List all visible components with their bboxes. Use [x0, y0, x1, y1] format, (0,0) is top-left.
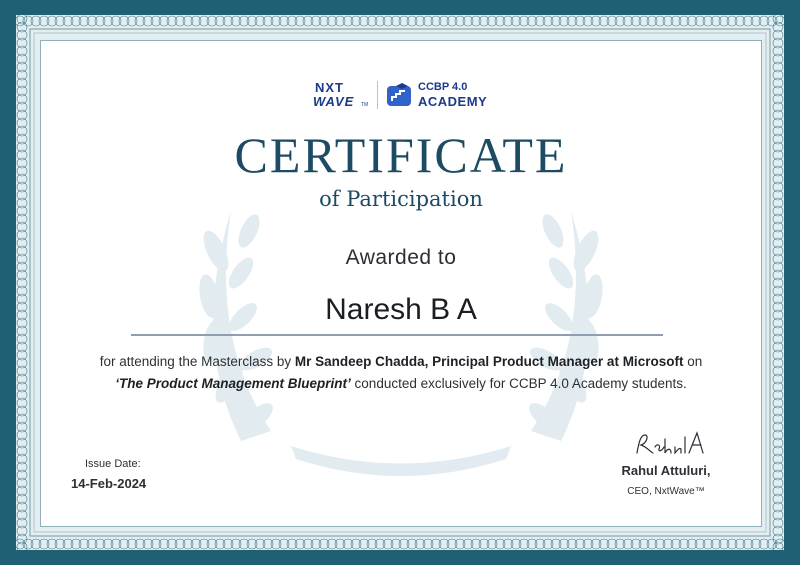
- recipient-name: Naresh B A: [325, 293, 477, 326]
- ccbp-academy-logo: [386, 80, 506, 110]
- description-suffix: conducted exclusively for CCBP 4.0 Academy students.: [350, 376, 687, 391]
- signatory-title: CEO, NxtWave™: [627, 486, 705, 497]
- issue-date-value: 14-Feb-2024: [71, 476, 147, 491]
- issue-date-label: Issue Date:: [85, 458, 141, 470]
- ccbp-academy-label: ACADEMY: [418, 94, 488, 109]
- certificate-subtitle: of Participation: [319, 187, 483, 211]
- description-prefix: for attending the Masterclass by: [99, 354, 295, 369]
- certificate-description: [41, 351, 761, 395]
- awarded-to-label: Awarded to: [345, 246, 457, 269]
- nxtwave-trademark: TM: [361, 102, 369, 108]
- ccbp-version: CCBP 4.0: [418, 81, 468, 93]
- ccbp-badge-icon: [386, 83, 412, 107]
- nxtwave-logo-line2: WAVE: [313, 94, 355, 109]
- signatory-name: Rahul Attuluri,: [621, 463, 711, 478]
- speaker-name: Mr Sandeep Chadda, Principal Product Manager at Microsoft: [294, 354, 684, 369]
- certificate-paper: [40, 40, 762, 527]
- nxtwave-logo-line1: NXT: [315, 80, 344, 95]
- name-underline: [131, 334, 663, 336]
- nxtwave-logo: [309, 79, 371, 111]
- masterclass-title: ‘The Product Management Blueprint’: [115, 376, 351, 391]
- description-on: on: [683, 354, 703, 369]
- brand-logos: [309, 79, 499, 111]
- logo-divider: [377, 81, 378, 109]
- certificate-title: CERTIFICATE: [234, 127, 568, 183]
- ceo-signature: [631, 427, 711, 461]
